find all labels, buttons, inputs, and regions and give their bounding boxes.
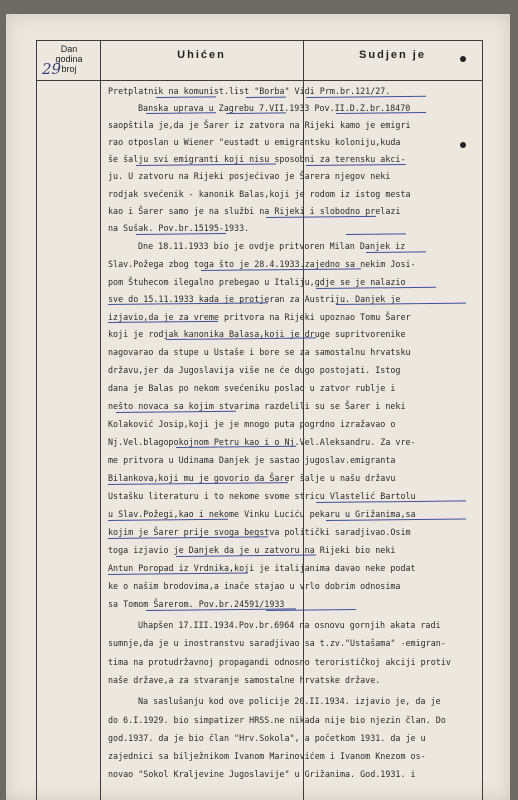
- text-line: ke o našim brodovima,a inače stajao u vrlo dobrim odnosima: [108, 581, 401, 591]
- header-divider: [36, 80, 482, 81]
- text-line: Antun Poropad iz Vrdnika,koji je italijanima davao neke podat: [108, 563, 416, 573]
- text-line: u Slav.Požegi,kao i nekome Vinku Luciću pekaru u Grižanima,sa: [108, 509, 416, 519]
- text-line: toga izjavio je Danjek da je u zatvoru na Rijeki bio neki: [108, 545, 396, 555]
- text-line: sve do 15.11.1933 kada je protjeran za Austriju. Danjek je: [108, 294, 401, 304]
- text-line: do 6.I.1929. bio simpatizer HRSS.ne nikada nije bio njezin član. Do: [108, 715, 446, 725]
- text-line: tima na protudržavnoj propagandi odnosno terorističkoj akciji protiv: [108, 657, 451, 667]
- pencil-underline: [108, 519, 228, 521]
- pencil-underline: [346, 233, 406, 235]
- text-line: Pretplatnik na komunist.list "Borba" Vidi Prm.br.121/27.: [108, 86, 391, 96]
- pencil-underline: [108, 573, 248, 575]
- text-line: še šalju svi emigranti koji nisu sposobni za terensku akci-: [108, 154, 406, 164]
- table-border-left: [36, 40, 37, 800]
- text-line: novao "Sokol Kraljevine Jugoslavije" u Grižanima. God.1931. i: [108, 769, 416, 779]
- text-line: Uhapšen 17.III.1934.Pov.br.6964 na osnovu gornjih akata radi: [138, 620, 441, 630]
- column-header-tried: Sudjen je: [359, 49, 426, 61]
- text-line: Na saslušanju kod ove policije 20.II.1934. izjavio je, da je: [138, 696, 441, 706]
- text-line: rao otposlan u Wiener "eustadt u emigrantsku koloniju,kuda: [108, 137, 401, 147]
- pencil-underline: [336, 303, 466, 305]
- text-line: Bilankova,koji mu je govorio da Šarer šalje u našu državu: [108, 473, 396, 483]
- record-table: [36, 40, 482, 800]
- pencil-underline: [306, 96, 426, 98]
- pencil-underline: [116, 411, 236, 413]
- pencil-underline: [176, 446, 296, 448]
- text-line: Banska uprava u Zagrebu 7.VII.1933 Pov.II.D.Z.br.18470: [138, 103, 411, 113]
- text-line: Nj.Vel.blagopokojnom Petru kao i o Nj.Vel.Aleksandru. Za vre-: [108, 437, 416, 447]
- pencil-underline: [326, 519, 466, 521]
- text-line: nešto novaca sa kojim stvarima razdelili su se Šarer i neki: [108, 401, 406, 411]
- text-line: koji je rodjak kanonika Balasa,koji je druge supritvorenike: [108, 329, 406, 339]
- text-line: zajednici sa bilježnikom Ivanom Marinovićem i Ivanom Knezom os-: [108, 751, 426, 761]
- text-line: pom Štuhecom ilegalno prebegao u Italiju,gdje se je nalazio: [108, 277, 406, 287]
- column-divider-1: [100, 40, 101, 800]
- pencil-underline: [366, 251, 426, 253]
- text-line: ju. U zatvoru na Rijeki posjećivao je Šarera njegov neki: [108, 171, 391, 181]
- pencil-underline: [246, 97, 286, 98]
- pencil-underline: [266, 609, 356, 611]
- column-header-arrested: Uhićen: [177, 49, 226, 61]
- pencil-underline: [108, 321, 218, 323]
- text-line: Kolaković Josip,koji je je mnogo puta pogrdno izražavao o: [108, 419, 396, 429]
- text-line: kao i Šarer samo je na službi na Rijeki i slobodno prelazi: [108, 206, 401, 216]
- text-line: Dne 18.11.1933 bio je ovdje pritvoren Milan Danjek iz: [138, 241, 406, 251]
- text-line: sa Tomom Šarerom. Pov.br.24591/1933: [108, 599, 285, 609]
- pencil-underline: [336, 112, 426, 114]
- pencil-underline: [136, 233, 226, 235]
- text-line: saopštila je,da je Šarer iz zatvora na Rijeki kamo je emigri: [108, 120, 411, 130]
- document-sheet: [6, 14, 510, 800]
- pencil-underline: [146, 112, 216, 114]
- pencil-underline: [266, 216, 376, 218]
- text-line: Ustašku literaturu i to nekome svome stricu Vlastelić Bartolu: [108, 491, 416, 501]
- text-line: god.1937. da je bio član "Hrv.Sokola", a početkom 1931. da je u: [108, 733, 426, 743]
- text-line: me pritvora u Udinama Danjek je sastao jugoslav.emigranta: [108, 455, 396, 465]
- text-line: državu,jer da Jugoslavija više ne će dugo postojati. Istog: [108, 365, 401, 375]
- header-label-godina: godina: [55, 54, 83, 64]
- text-line: dana je Balas po nekom svećeniku poslao u zatvor rublje i: [108, 383, 396, 393]
- pencil-underline: [156, 96, 216, 98]
- header-label-dan: Dan: [60, 44, 78, 54]
- text-line: Slav.Požega zbog toga što je 28.4.1933.zajedno sa nekim Josi-: [108, 259, 416, 269]
- text-line: kojim je Šarer prije svoga begstva politički saradjivao.Osim: [108, 527, 411, 537]
- table-border-top: [36, 40, 482, 41]
- header-label-broj: broj: [61, 64, 77, 74]
- text-line: nagovarao da stupe u Ustaše i bore se za samostalnu hrvatsku: [108, 347, 411, 357]
- text-line: rodjak svećenik - kanonik Balas,koji je rodom iz istog mesta: [108, 189, 411, 199]
- text-line: izjavio,da je za vreme pritvora na Rijeki upoznao Tomu Šarer: [108, 312, 411, 322]
- text-line: na Sušak. Pov.br.15195-1933.: [108, 223, 250, 233]
- pencil-underline: [306, 164, 406, 166]
- text-line: sumnje,da je u inostranstvu saradjivao sa t.zv."Ustašama" -emigran-: [108, 638, 446, 648]
- text-line: naše države,a za stvaranje samostalne hrvatske države.: [108, 675, 381, 685]
- pencil-underline: [226, 112, 286, 114]
- pencil-underline: [136, 164, 276, 166]
- table-border-right: [482, 40, 483, 800]
- pencil-underline: [316, 500, 466, 503]
- pencil-underline: [176, 555, 316, 557]
- pencil-underline: [316, 287, 436, 289]
- handwritten-entry-number: 29: [42, 60, 62, 78]
